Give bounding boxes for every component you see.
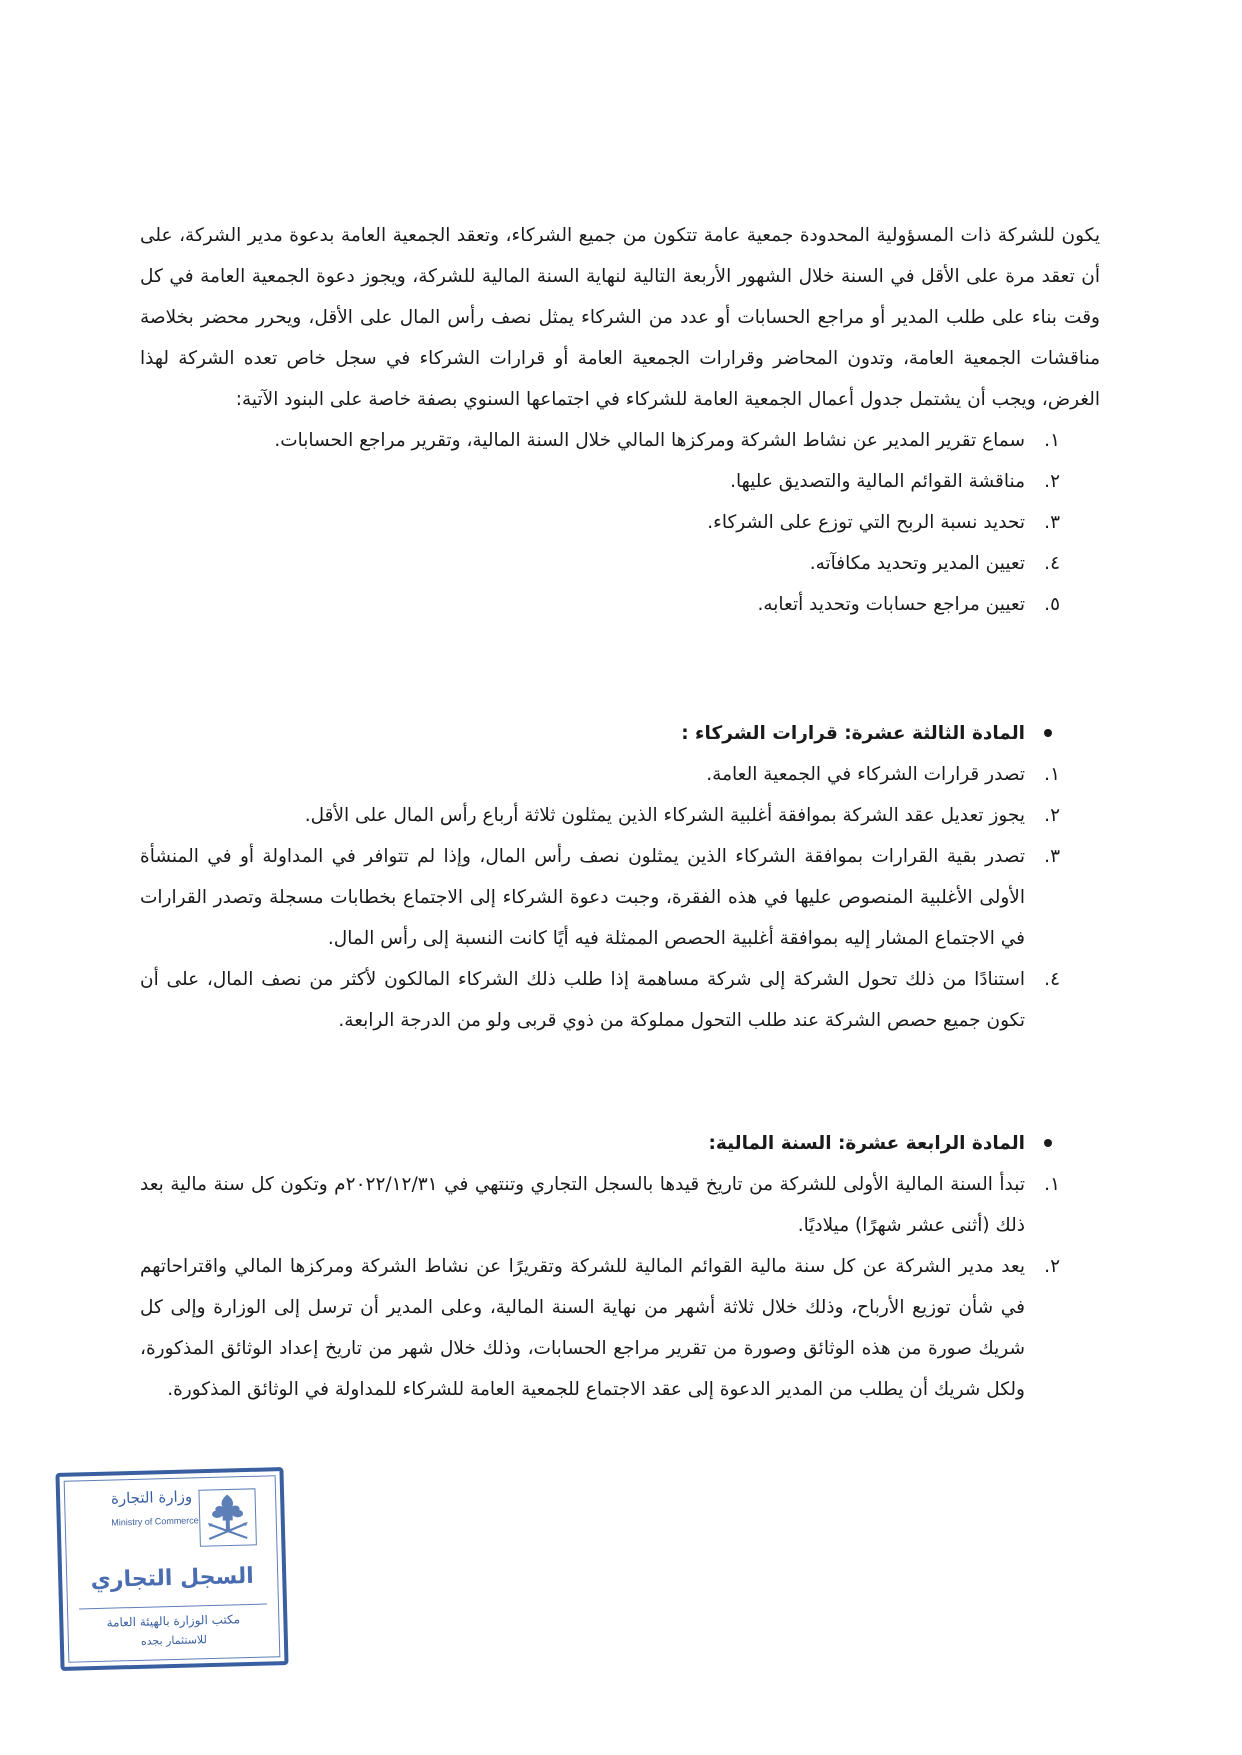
spacer [140, 1041, 1100, 1123]
item-text: يعد مدير الشركة عن كل سنة مالية القوائم المالية للشركة وتقريرًا عن نشاط الشركة ومركزها المالي واقتراحاتهم في شأن توزيع الأرباح، وذلك خلال ثلاثة أشهر من نهاية السنة المالية، وعلى المدير أن ترسل إلى الوزارة وإلى كل شريك صورة من هذه الوثائق وصورة من تقرير مراجع الحسابات، وذلك خلال شهر من تاريخ إعداد الوثائق المذكورة، ولكل شريك أن يطلب من المدير الدعوة إلى عقد الاجتماع للجمعية العامة للشركاء للمداولة في الوثائق المذكورة. [140, 1256, 1025, 1400]
item-text: استنادًا من ذلك تحول الشركة إلى شركة مساهمة إذا طلب ذلك الشركاء المالكون لأكثر من نصف المال، على أن تكون جميع حصص الشركة عند طلب التحول مملوكة من ذوي قربى ولو من الدرجة الرابعة. [140, 969, 1025, 1031]
stamp-registry-title: السجل التجاري [90, 1563, 255, 1594]
item-text: تحديد نسبة الربح التي توزع على الشركاء. [707, 512, 1025, 533]
stamp-ministry-arabic: وزارة التجارة [110, 1487, 193, 1508]
item-number: ٥. [1044, 594, 1060, 615]
heading-text: المادة الثالثة عشرة: قرارات الشركاء : [681, 723, 1025, 744]
item-text: تصدر قرارات الشركاء في الجمعية العامة. [706, 764, 1025, 785]
heading-text: المادة الرابعة عشرة: السنة المالية: [708, 1133, 1025, 1154]
stamp-office-line: مكتب الوزارة بالهيئة العامة [106, 1612, 241, 1630]
stamp-office-line: للاستثمار بجده [140, 1633, 208, 1648]
list-item [140, 1164, 1100, 1246]
item-number: ٢. [1044, 471, 1060, 492]
item-text: يجوز تعديل عقد الشركة بموافقة أغلبية الشركاء الذين يمثلون ثلاثة أرباع رأس المال على الأقل. [304, 805, 1025, 826]
list-item [140, 836, 1100, 959]
article-13-heading [140, 713, 1100, 754]
stamp-ministry-english: Ministry of Commerce [111, 1515, 199, 1528]
intro-paragraph: يكون للشركة ذات المسؤولية المحدودة جمعية عامة تتكون من جميع الشركاء، وتعقد الجمعية العامة بدعوة مدير الشركة، على أن تعقد مرة على الأقل في السنة خلال الشهور الأربعة التالية لنهاية السنة المالية للشركة، ويجوز دعوة الجمعية العامة في كل وقت بناء على طلب المدير أو مراجع الحسابات أو عدد من الشركاء يمثل نصف رأس المال على الأقل، ويحرر محضر بخلاصة مناقشات الجمعية العامة، وتدون المحاضر وقرارات الجمعية العامة أو قرارات الشركاء في سجل خاص تعده الشركة لهذا الغرض، ويجب أن يشتمل جدول أعمال الجمعية العامة للشركاء في اجتماعها السنوي بصفة خاصة على البنود الآتية: [140, 225, 1100, 410]
document-body [140, 215, 1100, 1410]
item-number: ٤. [1044, 969, 1060, 990]
item-text: تعيين المدير وتحديد مكافآته. [809, 553, 1025, 574]
list-item [140, 584, 1100, 625]
item-text: تبدأ السنة المالية الأولى للشركة من تاريخ قيدها بالسجل التجاري وتنتهي في ٢٠٢٢/١٢/٣١م وتكون كل سنة مالية بعد ذلك (أثنى عشر شهرًا) ميلاديًا. [140, 1174, 1025, 1236]
item-text: سماع تقرير المدير عن نشاط الشركة ومركزها المالي خلال السنة المالية، وتقرير مراجع الحسابات. [274, 430, 1025, 451]
item-number: ٢. [1044, 805, 1060, 826]
item-number: ٢. [1044, 1256, 1060, 1277]
list-item [140, 795, 1100, 836]
article-13-list [140, 754, 1100, 1041]
list-item [140, 461, 1100, 502]
list-item [140, 959, 1100, 1041]
bullet-icon [1044, 1139, 1052, 1147]
list-item [140, 502, 1100, 543]
bullet-icon [1044, 729, 1052, 737]
list-item [140, 1246, 1100, 1410]
item-number: ٣. [1044, 846, 1060, 867]
ministry-stamp [55, 1467, 288, 1671]
item-number: ١. [1044, 1174, 1060, 1195]
saudi-emblem-icon [198, 1488, 257, 1547]
list-item [140, 543, 1100, 584]
item-number: ١. [1044, 764, 1060, 785]
list-item [140, 420, 1100, 461]
item-text: مناقشة القوائم المالية والتصديق عليها. [730, 471, 1025, 492]
item-number: ٤. [1044, 553, 1060, 574]
item-number: ٣. [1044, 512, 1060, 533]
article-14-list [140, 1164, 1100, 1410]
item-text: تعيين مراجع حسابات وتحديد أتعابه. [757, 594, 1025, 615]
spacer [140, 625, 1100, 713]
list-item [140, 754, 1100, 795]
item-text: تصدر بقية القرارات بموافقة الشركاء الذين يمثلون نصف رأس المال، وإذا لم تتوافر في المداولة أو في المنشأة الأولى الأغلبية المنصوص عليها في هذه الفقرة، وجبت دعوة الشركاء إلى الاجتماع بخطابات مسجلة وتصدر القرارات في الاجتماع المشار إليه بموافقة أغلبية الحصص الممثلة فيه أيًا كانت النسبة إلى رأس المال. [140, 846, 1025, 949]
agenda-list [140, 420, 1100, 625]
item-number: ١. [1044, 430, 1060, 451]
article-14-heading [140, 1123, 1100, 1164]
